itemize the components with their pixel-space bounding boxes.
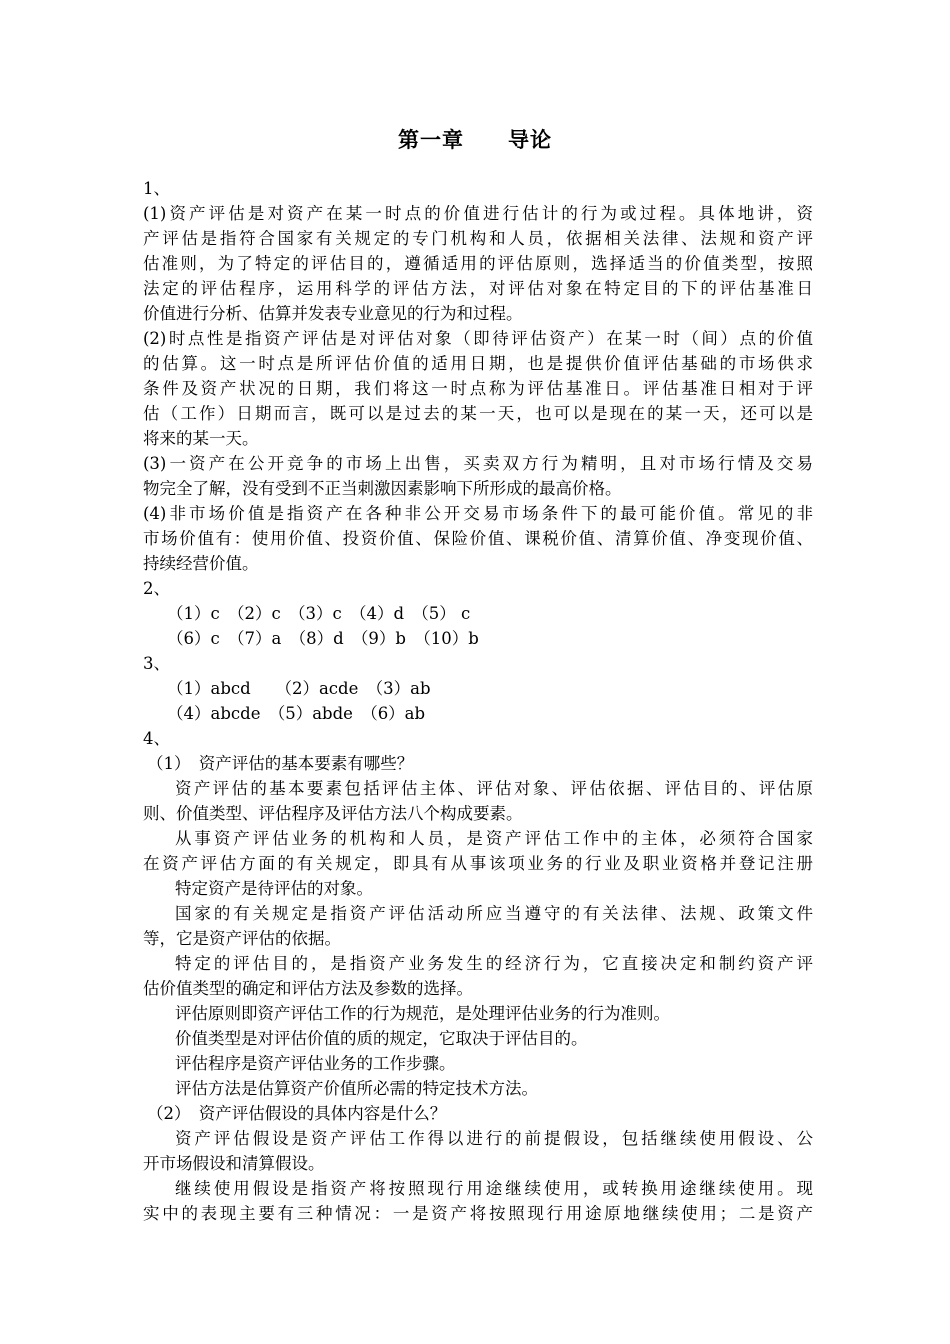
section-number: 1、 bbox=[143, 179, 170, 198]
paragraph-line: (4)非市场价值是指资产在各种非公开交易市场条件下的最可能价值。常见的非 bbox=[143, 504, 813, 523]
section-number: 4、 bbox=[143, 729, 170, 748]
paragraph-line: 特定的评估目的，是指资产业务发生的经济行为，它直接决定和制约资产评 bbox=[175, 954, 813, 973]
question-heading: （2） 资产评估假设的具体内容是什么？ bbox=[147, 1104, 447, 1123]
paragraph-line: 开市场假设和清算假设。 bbox=[143, 1154, 325, 1173]
paragraph-line: 实中的表现主要有三种情况：一是资产将按照现行用途原地继续使用；二是资产 bbox=[143, 1204, 813, 1223]
paragraph-line: 产评估是指符合国家有关规定的专门机构和人员，依据相关法律、法规和资产评 bbox=[143, 229, 813, 248]
paragraph-line: 评估原则即资产评估工作的行为规范，是处理评估业务的行为准则。 bbox=[175, 1004, 670, 1023]
paragraph-line: 资产评估的基本要素包括评估主体、评估对象、评估依据、评估目的、评估原 bbox=[175, 779, 813, 798]
paragraph-line: 价值进行分析、估算并发表专业意见的行为和过程。 bbox=[143, 304, 523, 323]
paragraph-line: 评估方法是估算资产价值所必需的特定技术方法。 bbox=[175, 1079, 538, 1098]
paragraph-line: 评估程序是资产评估业务的工作步骤。 bbox=[175, 1054, 456, 1073]
paragraph-line: 资产评估假设是资产评估工作得以进行的前提假设，包括继续使用假设、公 bbox=[175, 1129, 813, 1148]
paragraph-line: 法定的评估程序，运用科学的评估方法，对评估对象在特定目的下的评估基准日 bbox=[143, 279, 813, 298]
paragraph-line: 持续经营价值。 bbox=[143, 554, 259, 573]
section-number: 3、 bbox=[143, 654, 170, 673]
chapter-title: 第一章 导论 bbox=[398, 128, 552, 152]
paragraph-line: 等，它是资产评估的依据。 bbox=[143, 929, 341, 948]
document-body bbox=[143, 176, 813, 1226]
paragraph-line: 在资产评估方面的有关规定，即具有从事该项业务的行业及职业资格并登记注册 bbox=[143, 854, 813, 873]
paragraph-line: (2)时点性是指资产评估是对评估对象（即待评估资产）在某一时（间）点的价值 bbox=[143, 329, 813, 348]
answer-row: （4）abcde （5）abde （6）ab bbox=[167, 704, 426, 723]
section-number: 2、 bbox=[143, 579, 170, 598]
paragraph-line: 估准则，为了特定的评估目的，遵循适用的评估原则，选择适当的价值类型，按照 bbox=[143, 254, 813, 273]
paragraph-line: 条件及资产状况的日期，我们将这一时点称为评估基准日。评估基准日相对于评 bbox=[143, 379, 813, 398]
paragraph-line: 物完全了解，没有受到不正当刺激因素影响下所形成的最高价格。 bbox=[143, 479, 622, 498]
paragraph-line: 估价值类型的确定和评估方法及参数的选择。 bbox=[143, 979, 473, 998]
answer-row: （1）abcd （2）acde （3）ab bbox=[167, 679, 431, 698]
paragraph-line: 估（工作）日期而言，既可以是过去的某一天，也可以是现在的某一天，还可以是 bbox=[143, 404, 813, 423]
paragraph-line: (3)一资产在公开竞争的市场上出售，买卖双方行为精明，且对市场行情及交易 bbox=[143, 454, 813, 473]
paragraph-line: 价值类型是对评估价值的质的规定，它取决于评估目的。 bbox=[175, 1029, 588, 1048]
paragraph-line: 国家的有关规定是指资产评估活动所应当遵守的有关法律、法规、政策文件 bbox=[175, 904, 813, 923]
question-heading: （1） 资产评估的基本要素有哪些？ bbox=[147, 754, 414, 773]
paragraph-line: (1)资产评估是对资产在某一时点的价值进行估计的行为或过程。具体地讲，资 bbox=[143, 204, 813, 223]
paragraph-line: 从事资产评估业务的机构和人员，是资产评估工作中的主体，必须符合国家 bbox=[175, 829, 813, 848]
paragraph-line: 将来的某一天。 bbox=[143, 429, 259, 448]
answer-row: （6）c （7）a （8）d （9）b （10）b bbox=[167, 629, 479, 648]
paragraph-line: 市场价值有：使用价值、投资价值、保险价值、课税价值、清算价值、净变现价值、 bbox=[143, 529, 813, 548]
paragraph-line: 继续使用假设是指资产将按照现行用途继续使用，或转换用途继续使用。现 bbox=[175, 1179, 813, 1198]
paragraph-line: 的估算。这一时点是所评估价值的适用日期，也是提供价值评估基础的市场供求 bbox=[143, 354, 813, 373]
paragraph-line: 则、价值类型、评估程序及评估方法八个构成要素。 bbox=[143, 804, 523, 823]
answer-row: （1）c （2）c （3）c （4）d （5） c bbox=[167, 604, 471, 623]
paragraph-line: 特定资产是待评估的对象。 bbox=[175, 879, 373, 898]
